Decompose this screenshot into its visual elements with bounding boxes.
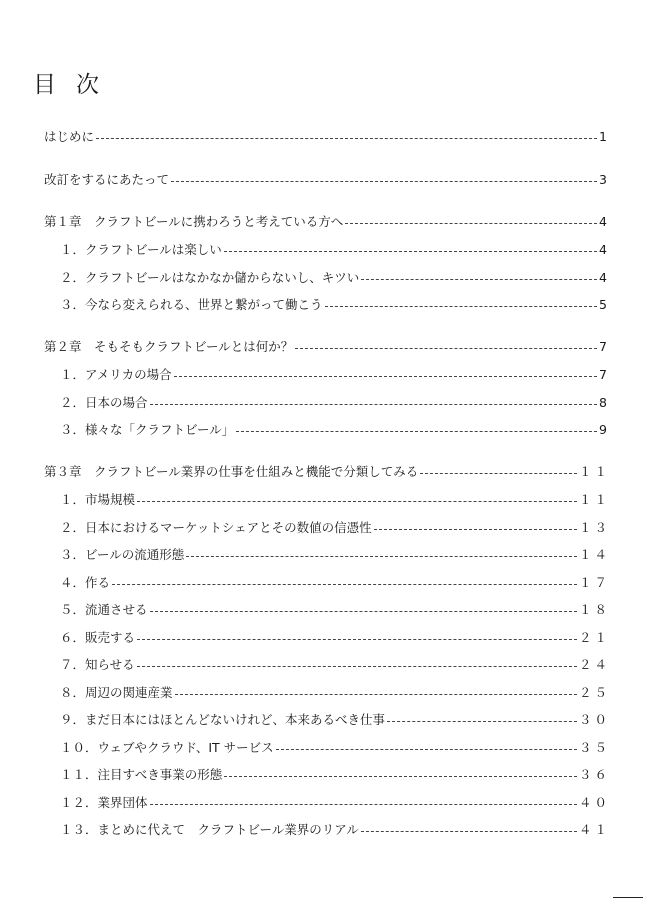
toc-leader-dots xyxy=(112,584,577,585)
toc-entry-label: ３．ビールの流通形態 xyxy=(60,547,185,562)
toc-chapter-entry[interactable] xyxy=(44,170,610,190)
toc-entry-label: ２．クラフトビールはなかなか儲からないし、キツい xyxy=(60,270,360,285)
toc-page-number: 5 xyxy=(599,297,610,312)
toc-leader-dots xyxy=(137,666,577,667)
toc-entry-label: ８．周辺の関連産業 xyxy=(60,685,173,700)
toc-leader-dots xyxy=(295,348,597,349)
page-edge-line xyxy=(613,897,643,898)
toc-entry-label: 改訂をするにあたって xyxy=(44,172,170,187)
toc-leader-dots xyxy=(276,749,577,750)
toc-chapter-entry[interactable] xyxy=(44,337,610,357)
toc-page-number: １４ xyxy=(578,547,610,562)
toc-entry-label: ４．作る xyxy=(60,575,111,590)
toc-entry-label: 第１章 クラフトビールに携わろうと考えている方へ xyxy=(44,214,344,229)
toc-entry-label: １０．ウェブやクラウド、IT サービス xyxy=(60,740,274,755)
toc-subsection-entry[interactable] xyxy=(60,490,610,510)
toc-page-number: ３５ xyxy=(578,740,610,755)
toc-leader-dots xyxy=(236,431,597,432)
toc-leader-dots xyxy=(361,279,597,280)
toc-page-number: 4 xyxy=(599,242,610,257)
toc-page-number: 8 xyxy=(599,395,610,410)
toc-leader-dots xyxy=(186,556,577,557)
toc-entry-label: ２．日本におけるマーケットシェアとその数値の信憑性 xyxy=(60,520,372,535)
toc-subsection-entry[interactable] xyxy=(60,628,610,648)
toc-subsection-entry[interactable] xyxy=(60,793,610,813)
toc-page-number: ３６ xyxy=(578,767,610,782)
toc-page-number: ４０ xyxy=(578,795,610,810)
toc-entry-label: ９．まだ日本にはほとんどないけれど、本来あるべき仕事 xyxy=(60,712,386,727)
toc-leader-dots xyxy=(374,529,577,530)
toc-leader-dots xyxy=(224,776,577,777)
toc-subsection-entry[interactable] xyxy=(60,573,610,593)
toc-page-number: 7 xyxy=(599,339,610,354)
toc-leader-dots xyxy=(420,473,577,474)
toc-entry-label: 第３章 クラフトビール業界の仕事を仕組みと機能で分類してみる xyxy=(44,464,419,479)
toc-subsection-entry[interactable] xyxy=(60,240,610,260)
toc-entry-label: ６．販売する xyxy=(60,630,136,645)
toc-leader-dots xyxy=(361,831,577,832)
toc-leader-dots xyxy=(150,804,577,805)
toc-subsection-entry[interactable] xyxy=(60,683,610,703)
toc-leader-dots xyxy=(137,501,577,502)
toc-subsection-entry[interactable] xyxy=(60,655,610,675)
toc-page-number: ３０ xyxy=(578,712,610,727)
toc-leader-dots xyxy=(174,376,597,377)
toc-entry-label: １１．注目すべき事業の形態 xyxy=(60,767,223,782)
toc-page-number: 1 xyxy=(599,129,610,144)
toc-page-number: 4 xyxy=(599,270,610,285)
toc-subsection-entry[interactable] xyxy=(60,268,610,288)
toc-entry-label: ３．今なら変えられる、世界と繋がって働こう xyxy=(60,297,323,312)
toc-page-number: ２４ xyxy=(578,657,610,672)
toc-entry-label: ７．知らせる xyxy=(60,657,135,672)
page-title: 目次 xyxy=(33,72,119,98)
toc-page-number: 4 xyxy=(599,214,610,229)
toc-entry-label: １．クラフトビールは楽しい xyxy=(60,242,222,257)
toc-leader-dots xyxy=(150,404,598,405)
toc-chapter-entry[interactable] xyxy=(44,212,610,232)
toc-page-number: １１ xyxy=(578,492,610,507)
toc-page-number: 9 xyxy=(599,422,610,437)
toc-page-number: １１ xyxy=(578,464,610,479)
toc-page-number: １７ xyxy=(578,575,610,590)
toc-subsection-entry[interactable] xyxy=(60,545,610,565)
toc-entry-label: １３．まとめに代えて クラフトビール業界のリアル xyxy=(60,822,359,837)
toc-leader-dots xyxy=(175,694,577,695)
toc-subsection-entry[interactable] xyxy=(60,600,610,620)
toc-subsection-entry[interactable] xyxy=(60,365,610,385)
toc-leader-dots xyxy=(325,306,598,307)
toc-subsection-entry[interactable] xyxy=(60,518,610,538)
toc-subsection-entry[interactable] xyxy=(60,765,610,785)
toc-page-number: １８ xyxy=(578,602,610,617)
toc-subsection-entry[interactable] xyxy=(60,420,610,440)
toc-page-number: 7 xyxy=(599,367,610,382)
toc-subsection-entry[interactable] xyxy=(60,295,610,315)
toc-leader-dots xyxy=(171,181,597,182)
toc-leader-dots xyxy=(345,223,597,224)
toc-leader-dots xyxy=(387,721,577,722)
toc-leader-dots xyxy=(96,138,597,139)
toc-leader-dots xyxy=(224,251,597,252)
toc-subsection-entry[interactable] xyxy=(60,820,610,840)
toc-leader-dots xyxy=(137,639,577,640)
toc-subsection-entry[interactable] xyxy=(60,738,610,758)
toc-entry-label: 第２章 そもそもクラフトビールとは何か？ xyxy=(44,339,294,354)
toc-subsection-entry[interactable] xyxy=(60,710,610,730)
toc-page-number: ４１ xyxy=(578,822,610,837)
toc-chapter-entry[interactable] xyxy=(44,462,610,482)
toc-leader-dots xyxy=(150,611,577,612)
toc-entry-label: ５．流通させる xyxy=(60,602,148,617)
toc-entry-label: ２．日本の場合 xyxy=(60,395,148,410)
toc-entry-label: １２．業界団体 xyxy=(60,795,148,810)
toc-entry-label: １．市場規模 xyxy=(60,492,136,507)
toc-page-number: ２１ xyxy=(578,630,610,645)
toc-entry-label: １．アメリカの場合 xyxy=(60,367,172,382)
toc-chapter-entry[interactable] xyxy=(44,127,610,147)
toc-subsection-entry[interactable] xyxy=(60,393,610,413)
toc-entry-label: ３．様々な「クラフトビール」 xyxy=(60,422,235,437)
toc-page-number: １３ xyxy=(578,520,610,535)
toc-page-number: ２５ xyxy=(578,685,610,700)
toc-entry-label: はじめに xyxy=(44,129,95,144)
toc-page-number: 3 xyxy=(599,172,610,187)
